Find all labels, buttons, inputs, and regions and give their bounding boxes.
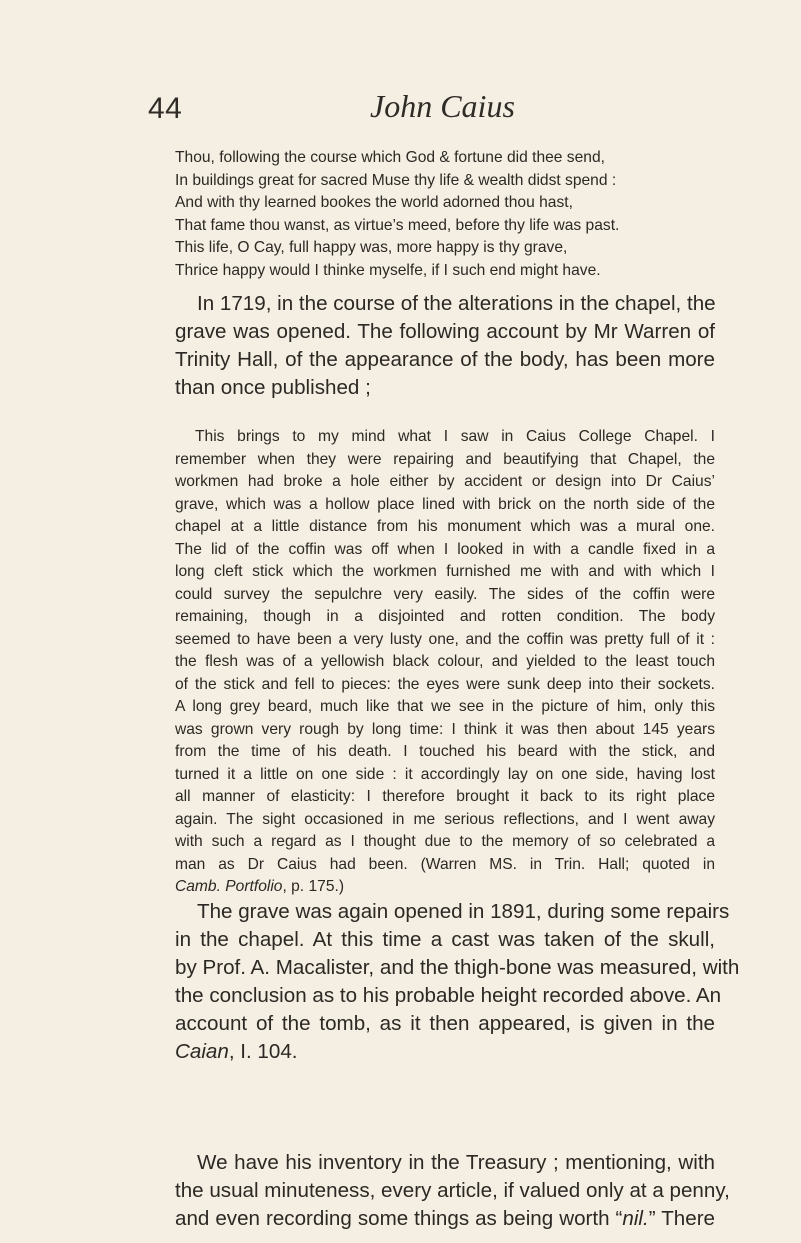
quote-line: of the stick and fell to pieces: the eyes were sunk deep into their sockets. [175, 675, 715, 693]
quote-citation-line [175, 876, 715, 899]
text-line: than once published ; [175, 376, 371, 399]
text-line [175, 1038, 715, 1066]
text-line: in the chapel. At this time a cast was taken of the skull, [175, 928, 715, 951]
quoted-word: nil. [622, 1207, 649, 1230]
quote-line: workmen had broke a hole either by accident or design into Dr Caius’ [175, 473, 715, 490]
page-header [148, 84, 708, 134]
quote-line: The lid of the coffin was off when I looked in with a candle fixed in a [175, 540, 715, 558]
verse-line: Thou, following the course which God & fortune did thee send, [175, 149, 605, 166]
text-line: The grave was again opened in 1891, during some repairs [197, 900, 730, 923]
verse-line: That fame thou wanst, as virtue’s meed, before thy life was past. [175, 216, 620, 234]
text-fragment: and even recording some things as being worth “ [175, 1207, 623, 1230]
quote-line: with such a regard as I thought due to the memory of so celebrated a [175, 833, 715, 850]
paragraph-2 [175, 898, 740, 1066]
page-number: 44 [148, 92, 183, 125]
text-line: grave was opened. The following account by Mr Warren of [175, 320, 715, 343]
reference-volume: , I. 104. [228, 1040, 298, 1063]
verse-line: This life, O Cay, full happy was, more happy is thy grave, [175, 239, 568, 256]
quote-line: long cleft stick which the workmen furnished me with and with which I [175, 563, 715, 580]
quote-line: turned it a little on one side : it accordingly lay on one side, having lost [175, 765, 715, 783]
citation-page: , p. 175.) [282, 878, 345, 895]
text-line: account of the tomb, as it then appeared, is given in the [175, 1012, 715, 1035]
text-line: the usual minuteness, every article, if valued only at a penny, [175, 1179, 730, 1202]
quote-line: man as Dr Caius had been. (Warren MS. in Trin. Hall; quoted in [175, 855, 715, 873]
text-line: We have his inventory in the Treasury ; mentioning, with [197, 1151, 715, 1174]
citation-title: Camb. Portfolio [175, 878, 283, 895]
quote-line: chapel at a little distance from his monument which was a mural one. [175, 518, 715, 535]
text-line [175, 1205, 715, 1233]
quote-line: from the time of his death. I touched his beard with the stick, and [175, 743, 715, 760]
quote-line: all manner of elasticity: I therefore brought it back to its right place [175, 788, 715, 805]
quote-line: the flesh was of a yellowish black colour, and yielded to the least touch [175, 653, 715, 670]
verse-line: Thrice happy would I thinke myselfe, if I such end might have. [175, 261, 601, 279]
quote-line: remember when they were repairing and beautifying that Chapel, the [175, 450, 715, 468]
quote-line: was grown very rough by long time: I think it was then about 145 years [175, 720, 715, 738]
quote-line: grave, which was a hollow place lined with brick on the north side of the [175, 495, 715, 513]
quote-line: This brings to my mind what I saw in Caius College Chapel. I [195, 428, 715, 445]
text-line: the conclusion as to his probable height recorded above. An [175, 984, 722, 1007]
quote-line: could survey the sepulchre very easily. The sides of the coffin were [175, 585, 715, 603]
reference-title: Caian [175, 1040, 229, 1063]
paragraph-1 [175, 290, 715, 402]
epitaph-verse [175, 147, 735, 282]
quote-line: seemed to have been a very lusty one, and the coffin was pretty full of it : [175, 630, 715, 648]
text-line: In 1719, in the course of the alterations in the chapel, the [197, 292, 716, 315]
block-quote [175, 426, 715, 899]
quote-line: A long grey beard, much like that we see in the picture of him, only this [175, 698, 715, 715]
verse-line: And with thy learned bookes the world adorned thou hast, [175, 194, 573, 211]
paragraph-3 [175, 1149, 730, 1233]
quote-line: remaining, though in a disjointed and rotten condition. The body [175, 608, 715, 625]
text-fragment: ” There [648, 1207, 715, 1230]
text-line: Trinity Hall, of the appearance of the body, has been more [175, 348, 715, 371]
text-line: by Prof. A. Macalister, and the thigh-bone was measured, with [175, 956, 740, 979]
running-title: John Caius [370, 88, 515, 124]
verse-line: In buildings great for sacred Muse thy life & wealth didst spend : [175, 171, 617, 189]
quote-line: again. The sight occasioned in me serious reflections, and I went away [175, 810, 715, 828]
